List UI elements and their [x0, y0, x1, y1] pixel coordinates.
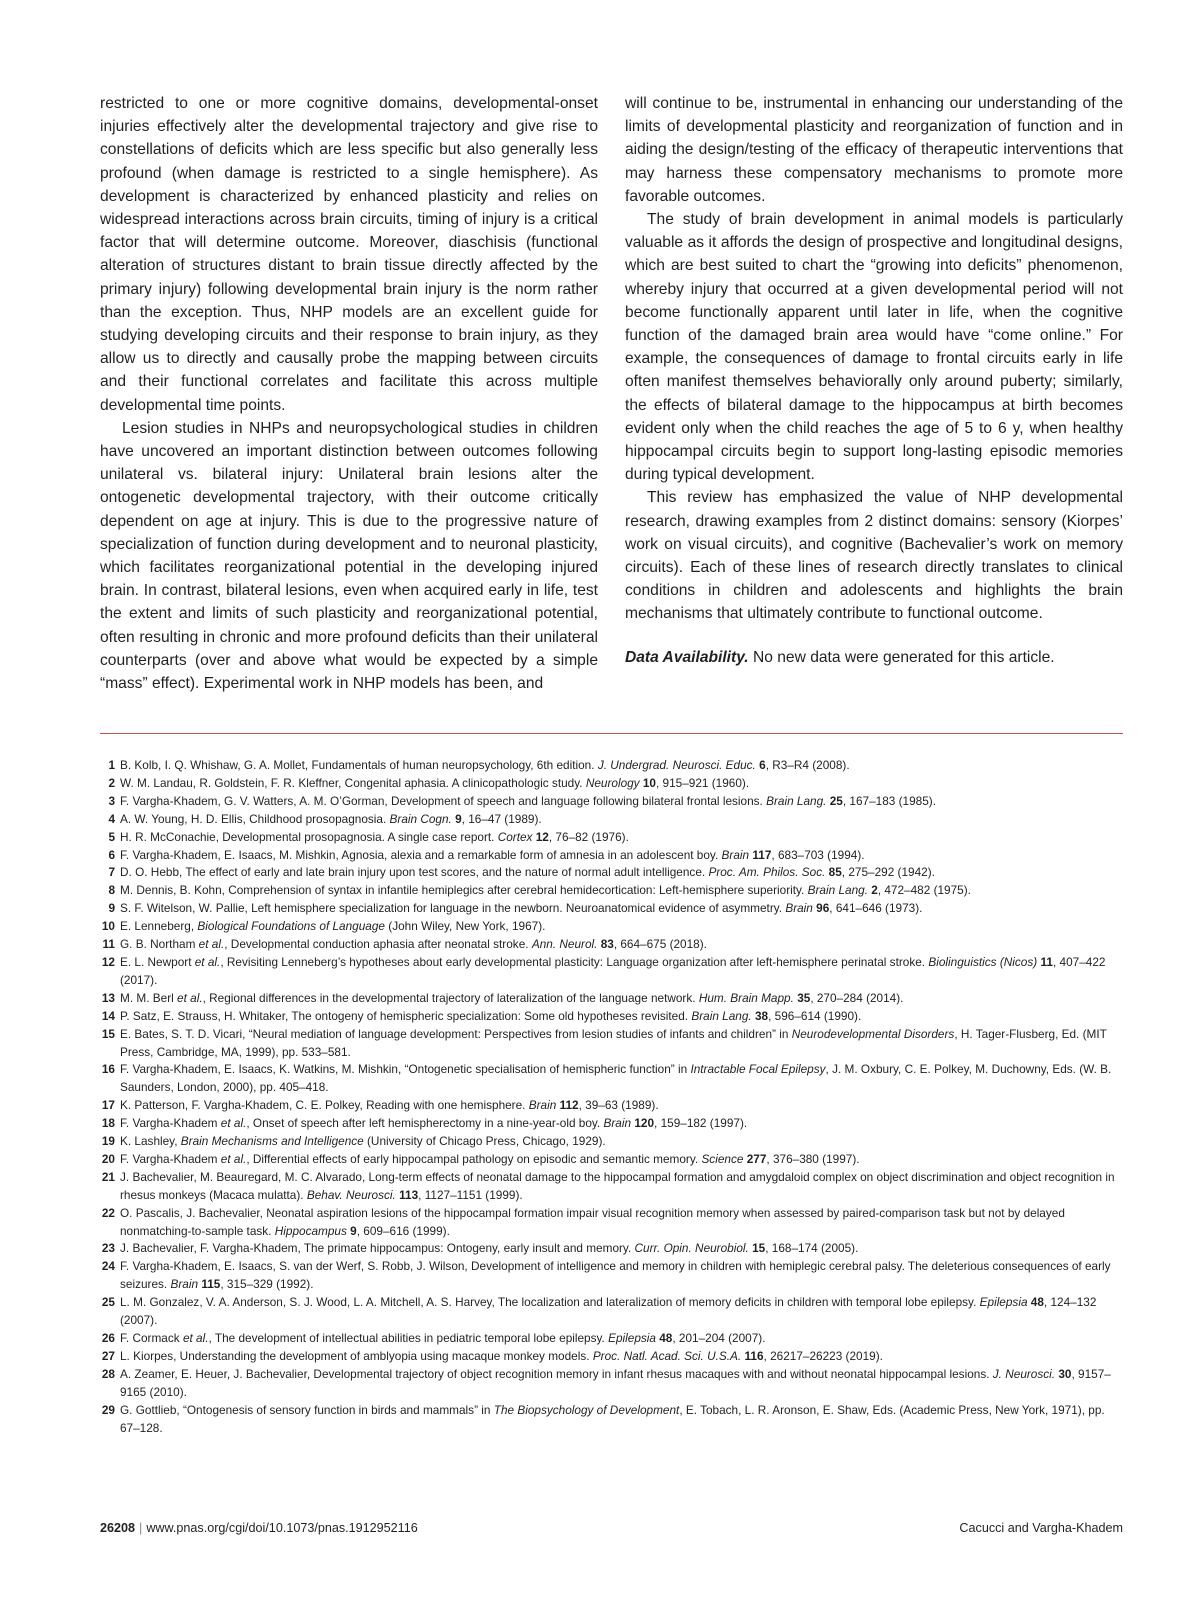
reference-number: 27: [101, 1348, 115, 1363]
reference-text: K. Lashley, Brain Mechanisms and Intelligence (University of Chicago Press, Chicago, 1929).: [120, 1134, 606, 1149]
reference-number: 19: [101, 1134, 115, 1149]
reference-number: 9: [108, 901, 115, 916]
reference-text: F. Cormack et al., The development of intellectual abilities in pediatric temporal lobe epilepsy. Epilepsia 48, 201–204 (2007).: [120, 1331, 766, 1345]
reference-text: A. Zeamer, E. Heuer, J. Bachevalier, Developmental trajectory of object recognition memory in infant rhesus macaques with and without neonatal hippocampal lesions. J. Neurosci. 30, 9157–9165 (2010).: [120, 1366, 1111, 1399]
right-column: [625, 92, 1123, 695]
reference-item: [100, 882, 1123, 900]
reference-number: 12: [101, 954, 115, 969]
reference-text: O. Pascalis, J. Bachevalier, Neonatal aspiration lesions of the hippocampal formation impair visual recognition memory when assessed by paired-comparison task but not by delayed nonmatching-to-sample task. Hippocampus 9, 609–616 (1999).: [120, 1205, 1065, 1238]
reference-text: F. Vargha-Khadem, E. Isaacs, S. van der Werf, S. Robb, J. Wilson, Development of intelligence and memory in children with hemiplegic cerebral palsy. The deleterious consequences of early seizures. Brain 115, 315–329 (1992).: [120, 1259, 1111, 1292]
body-paragraph: will continue to be, instrumental in enhancing our understanding of the limits of developmental plasticity and reorganization of function and in aiding the design/testing of the efficacy of therapeutic interventions that may harness these compensatory mechanisms to promote more favorable outcomes.: [625, 95, 1123, 205]
body-columns: [100, 92, 1123, 695]
reference-number: 20: [101, 1151, 115, 1166]
reference-text: E. Bates, S. T. D. Vicari, “Neural mediation of language development: Perspectives from lesion studies of infants and children” in Neurodevelopmental Disorders, H. Tager-Flusberg, Ed. (MIT Press, Cambridge, MA, 1999), pp. 533–581.: [120, 1026, 1107, 1059]
reference-text: G. Gottlieb, “Ontogenesis of sensory function in birds and mammals” in The Biopsychology of Development, E. Tobach, L. R. Aronson, E. Shaw, Eds. (Academic Press, New York, 1971), pp. 67–128.: [120, 1402, 1105, 1435]
data-availability-statement: [625, 646, 1123, 669]
reference-text: M. M. Berl et al., Regional differences in the developmental trajectory of lateralization of the language network. Hum. Brain Mapp. 35, 270–284 (2014).: [120, 990, 904, 1005]
reference-number: 29: [101, 1402, 115, 1417]
reference-item: [100, 1366, 1123, 1402]
reference-item: [100, 900, 1123, 918]
reference-text: F. Vargha-Khadem, E. Isaacs, K. Watkins, M. Mishkin, “Ontogenetic specialisation of hemispheric function” in Intractable Focal Epilepsy, J. M. Oxbury, C. E. Polkey, M. Duchowny, Eds. (W. B. Saunders, London, 2000), pp. 405–418.: [120, 1062, 1112, 1095]
reference-number: 4: [108, 811, 115, 826]
data-availability-text: No new data were generated for this article.: [752, 648, 1055, 666]
left-column: [100, 92, 598, 695]
reference-number: 7: [108, 865, 115, 880]
reference-item: [100, 1402, 1123, 1438]
reference-text: L. Kiorpes, Understanding the development of amblyopia using macaque monkey models. Proc. Natl. Acad. Sci. U.S.A. 116, 26217–26223 (2019).: [120, 1348, 883, 1363]
reference-number: 17: [101, 1098, 115, 1113]
reference-text: F. Vargha-Khadem et al., Differential effects of early hippocampal pathology on episodic and semantic memory. Science 277, 376–380 (1997).: [120, 1151, 860, 1166]
reference-item: [100, 829, 1123, 847]
body-paragraph: The study of brain development in animal models is particularly valuable as it affords the design of prospective and longitudinal designs, which are best suited to chart the “growing into deficits” phenomenon, whereby injury that occurred at a given developmental period will not become functionally apparent until later in life, when the cognitive function of the damaged brain area would have “come online.” For example, the consequences of damage to frontal circuits early in life often manifest themselves behaviorally only around puberty; similarly, the effects of bilateral damage to the hippocampus at birth becomes evident only when the child reaches the age of 5 to 6 y, when healthy hippocampal circuits begin to support long-lasting episodic memories during typical development.: [625, 211, 1123, 484]
reference-number: 22: [101, 1205, 115, 1220]
reference-item: [100, 811, 1123, 829]
reference-item: [100, 1115, 1123, 1133]
reference-item: [100, 775, 1123, 793]
reference-item: [100, 1061, 1123, 1097]
page-number: 26208: [100, 1521, 136, 1535]
reference-text: S. F. Witelson, W. Pallie, Left hemisphere specialization for language in the newborn. Neuroanatomical evidence of asymmetry. Brain 96, 641–646 (1973).: [120, 901, 923, 916]
footer-left: [100, 1521, 418, 1535]
reference-text: B. Kolb, I. Q. Whishaw, G. A. Mollet, Fundamentals of human neuropsychology, 6th edition. J. Undergrad. Neurosci. Educ. 6, R3–R4 (2008).: [120, 758, 850, 772]
reference-item: [100, 793, 1123, 811]
reference-text: H. R. McConachie, Developmental prosopagnosia. A single case report. Cortex 12, 76–82 (1976).: [120, 829, 629, 844]
reference-text: P. Satz, E. Strauss, H. Whitaker, The ontogeny of hemispheric specialization: Some old hypotheses revisited. Brain Lang. 38, 596–614 (1990).: [120, 1008, 862, 1023]
reference-item: [100, 1294, 1123, 1330]
reference-number: 3: [108, 793, 115, 808]
page-footer: [100, 1521, 1123, 1535]
reference-item: [100, 1348, 1123, 1366]
reference-text: L. M. Gonzalez, V. A. Anderson, S. J. Wood, L. A. Mitchell, A. S. Harvey, The localization and lateralization of memory deficits in children with temporal lobe epilepsy. Epilepsia 48, 124–132 (2007).: [120, 1295, 1097, 1328]
reference-text: D. O. Hebb, The effect of early and late brain injury upon test scores, and the nature of normal adult intelligence. Proc. Am. Philos. Soc. 85, 275–292 (1942).: [120, 865, 935, 880]
footer-separator: |: [139, 1521, 143, 1535]
reference-item: [100, 990, 1123, 1008]
data-availability-label: Data Availability.: [625, 648, 749, 666]
reference-text: E. L. Newport et al., Revisiting Lenneberg’s hypotheses about early developmental plasticity: Language organization after left-hemisphere perinatal stroke. Biolinguistics (Nicos) 11, 407–422 (2017).: [120, 954, 1106, 987]
reference-item: [100, 1151, 1123, 1169]
reference-item: [100, 936, 1123, 954]
reference-number: 16: [101, 1062, 115, 1077]
reference-number: 2: [108, 775, 115, 790]
reference-item: [100, 1133, 1123, 1151]
reference-item: [100, 1240, 1123, 1258]
reference-number: 21: [101, 1169, 115, 1184]
reference-item: [100, 757, 1123, 775]
section-divider: [100, 733, 1123, 734]
reference-number: 15: [101, 1026, 115, 1041]
footer-authors: Cacucci and Vargha-Khadem: [959, 1521, 1123, 1535]
reference-text: A. W. Young, H. D. Ellis, Childhood prosopagnosia. Brain Cogn. 9, 16–47 (1989).: [120, 811, 542, 826]
reference-list: [100, 757, 1123, 1437]
reference-item: [100, 1008, 1123, 1026]
reference-number: 6: [108, 847, 115, 862]
body-paragraph: Lesion studies in NHPs and neuropsychological studies in children have uncovered an important distinction between outcomes following unilateral vs. bilateral injury: Unilateral brain lesions alter the ontogenetic developmental trajectory, with their outcome critically dependent on age at injury. This is due to the progressive nature of specialization of function during development and to neuronal plasticity, which facilitates reorganizational potential in the developing injured brain. In contrast, bilateral lesions, even when acquired early in life, test the extent and limits of such plasticity and reorganizational potential, often resulting in chronic and more profound deficits than their unilateral counterparts (over and above what would be expected by a simple “mass” effect). Experimental work in NHP models has been, and: [100, 419, 598, 693]
reference-item: [100, 1258, 1123, 1294]
reference-item: [100, 1169, 1123, 1205]
reference-number: 26: [101, 1331, 115, 1345]
reference-number: 13: [101, 990, 115, 1005]
reference-text: E. Lenneberg, Biological Foundations of Language (John Wiley, New York, 1967).: [120, 919, 546, 934]
reference-number: 25: [101, 1295, 115, 1310]
reference-number: 24: [101, 1259, 115, 1274]
reference-text: F. Vargha-Khadem, E. Isaacs, M. Mishkin, Agnosia, alexia and a remarkable form of amnesia in an adolescent boy. Brain 117, 683–703 (1994).: [120, 847, 865, 862]
reference-number: 14: [101, 1008, 115, 1023]
reference-text: M. Dennis, B. Kohn, Comprehension of syntax in infantile hemiplegics after cerebral hemidecortication: Left-hemisphere superiority. Brain Lang. 2, 472–482 (1975).: [120, 883, 971, 898]
reference-item: [100, 847, 1123, 865]
reference-number: 23: [101, 1241, 115, 1256]
reference-number: 8: [108, 883, 115, 898]
reference-text: J. Bachevalier, M. Beauregard, M. C. Alvarado, Long-term effects of neonatal damage to the hippocampal formation and amygdaloid complex on object discrimination and object recognition in rhesus monkeys (Macaca mulatta). Behav. Neurosci. 113, 1127–1151 (1999).: [120, 1169, 1115, 1202]
reference-item: [100, 1330, 1123, 1348]
reference-item: [100, 954, 1123, 990]
reference-number: 11: [102, 937, 115, 952]
reference-number: 10: [101, 919, 115, 934]
reference-text: F. Vargha-Khadem, G. V. Watters, A. M. O’Gorman, Development of speech and language following bilateral frontal lesions. Brain Lang. 25, 167–183 (1985).: [120, 793, 936, 808]
body-paragraph: restricted to one or more cognitive domains, developmental-onset injuries effectively alter the developmental trajectory and give rise to constellations of deficits which are less specific but also generally less profound (when damage is restricted to a single hemisphere). As development is characterized by enhanced plasticity and relies on widespread interactions across brain circuits, timing of injury is a critical factor that will determine outcome. Moreover, diaschisis (functional alteration of structures distant to brain tissue directly affected by the primary injury) following developmental brain injury is the norm rather than the exception. Thus, NHP models are an excellent guide for studying developing circuits and their response to brain injury, as they allow us to directly and causally probe the mapping between circuits and their functional correlates and facilitate this across multiple developmental time points.: [100, 95, 598, 414]
reference-item: [100, 1097, 1123, 1115]
reference-number: 18: [101, 1116, 115, 1131]
reference-item: [100, 864, 1123, 882]
reference-text: F. Vargha-Khadem et al., Onset of speech after left hemispherectomy in a nine-year-old boy. Brain 120, 159–182 (1997).: [120, 1116, 748, 1131]
reference-text: K. Patterson, F. Vargha-Khadem, C. E. Polkey, Reading with one hemisphere. Brain 112, 39–63 (1989).: [120, 1098, 659, 1113]
reference-item: [100, 1026, 1123, 1062]
reference-item: [100, 1205, 1123, 1241]
reference-number: 1: [108, 758, 115, 772]
reference-number: 5: [108, 829, 115, 844]
doi-link[interactable]: www.pnas.org/cgi/doi/10.1073/pnas.1912952116: [146, 1521, 418, 1535]
reference-number: 28: [101, 1366, 115, 1381]
reference-text: J. Bachevalier, F. Vargha-Khadem, The primate hippocampus: Ontogeny, early insult and memory. Curr. Opin. Neurobiol. 15, 168–174 (2005).: [120, 1241, 859, 1256]
reference-text: W. M. Landau, R. Goldstein, F. R. Kleffner, Congenital aphasia. A clinicopathologic study. Neurology 10, 915–921 (1960).: [120, 775, 750, 790]
reference-text: G. B. Northam et al., Developmental conduction aphasia after neonatal stroke. Ann. Neurol. 83, 664–675 (2018).: [120, 937, 707, 952]
reference-item: [100, 918, 1123, 936]
body-paragraph: This review has emphasized the value of NHP developmental research, drawing examples from 2 distinct domains: sensory (Kiorpes’ work on visual circuits), and cognitive (Bachevalier’s work on memory circuits). Each of these lines of research directly translates to clinical conditions in children and adolescents and highlights the brain mechanisms that ultimately contribute to functional outcome.: [625, 489, 1123, 623]
